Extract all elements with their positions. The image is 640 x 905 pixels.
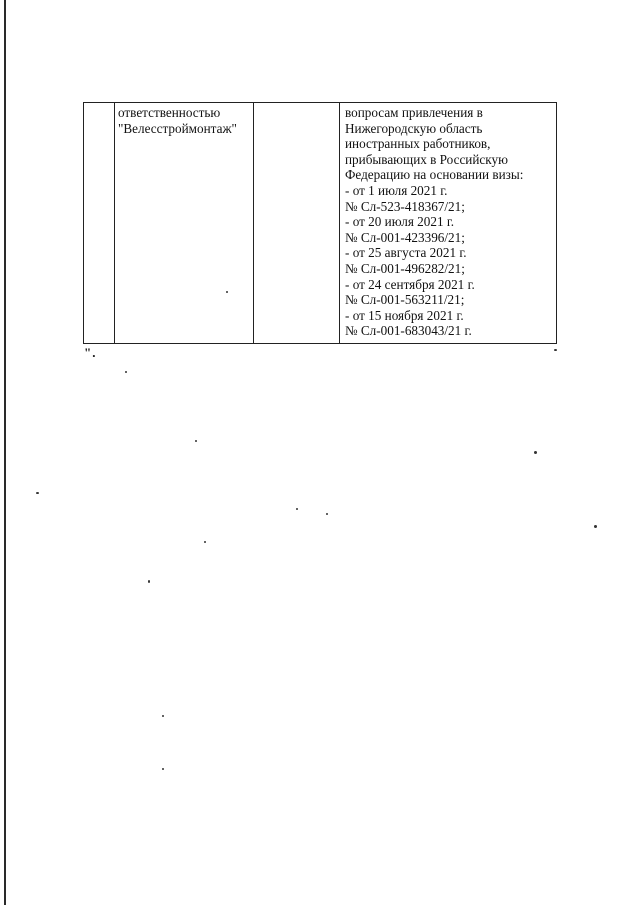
purpose-line: № Сл-001-563211/21; xyxy=(345,292,465,308)
scan-speck xyxy=(554,349,557,351)
purpose-line: Нижегородскую область xyxy=(345,120,483,136)
scan-speck xyxy=(326,513,328,515)
scan-speck xyxy=(594,525,597,528)
purpose-line: - от 25 августа 2021 г. xyxy=(345,245,467,261)
organization-line: "Велесстроймонтаж" xyxy=(118,120,237,136)
scan-speck xyxy=(148,580,150,583)
purpose-line: № Сл-001-683043/21 г. xyxy=(345,323,472,339)
scan-speck xyxy=(125,371,127,373)
purpose-line: № Сл-523-418367/21; xyxy=(345,198,465,214)
table-column-divider xyxy=(114,103,115,343)
purpose-line: - от 1 июля 2021 г. xyxy=(345,182,448,198)
scan-speck xyxy=(296,508,298,510)
scan-speck xyxy=(534,451,537,454)
scan-speck xyxy=(36,492,39,494)
table-column-divider xyxy=(339,103,340,343)
closing-quote-mark: ". xyxy=(84,345,97,360)
purpose-line: - от 15 ноября 2021 г. xyxy=(345,307,464,323)
organization-line: ответственностью xyxy=(118,105,221,120)
purpose-line: - от 20 июля 2021 г. xyxy=(345,214,455,230)
document-table xyxy=(83,102,557,344)
table-column-divider xyxy=(253,103,254,343)
scan-speck xyxy=(162,768,164,770)
purpose-line: иностранных работников, xyxy=(345,136,491,152)
purpose-cell xyxy=(345,105,523,339)
scan-speck xyxy=(226,291,228,293)
purpose-line: - от 24 сентября 2021 г. xyxy=(345,276,475,292)
scan-speck xyxy=(162,715,164,717)
purpose-line: Федерацию на основании визы: xyxy=(345,167,524,183)
page-edge-line xyxy=(4,0,6,905)
purpose-line: № Сл-001-423396/21; xyxy=(345,229,465,245)
purpose-line: вопросам привлечения в xyxy=(345,105,483,120)
purpose-line: прибывающих в Российскую xyxy=(345,151,508,167)
organization-cell xyxy=(118,105,237,136)
scan-speck xyxy=(204,541,206,543)
purpose-line: № Сл-001-496282/21; xyxy=(345,260,465,276)
scan-speck xyxy=(195,440,197,442)
